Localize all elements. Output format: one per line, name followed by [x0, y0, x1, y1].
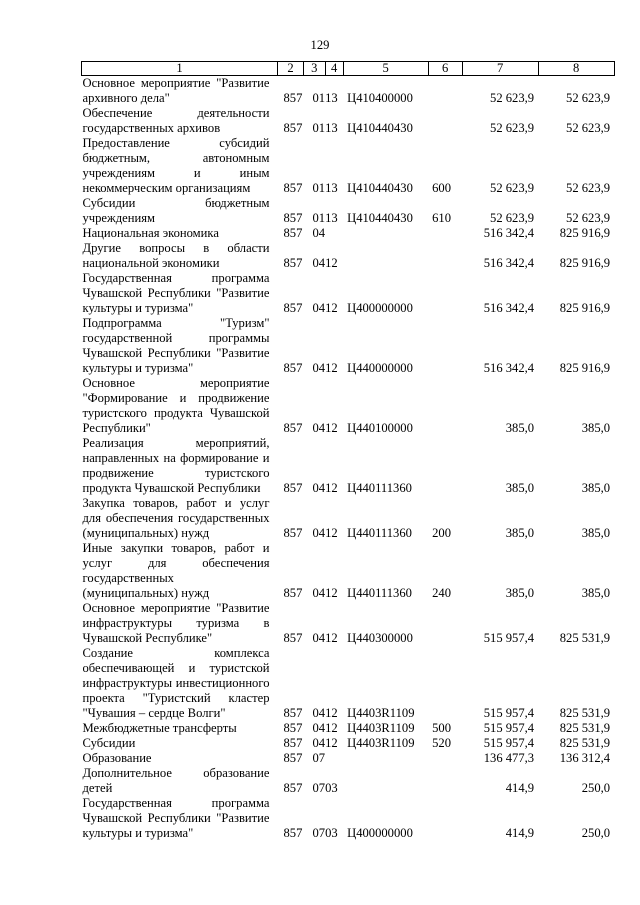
row-admin-code: 857 — [283, 421, 303, 435]
row-amount-year-2: 250,0 — [581, 826, 611, 840]
row-amount-year-1: 516 342,4 — [483, 256, 535, 270]
table-row — [82, 736, 615, 751]
row-name: Государственная программа Чувашской Республики "Развитие культуры и туризма" — [82, 271, 270, 315]
row-expense-type: 200 — [432, 526, 451, 540]
row-admin-code: 857 — [283, 826, 303, 840]
table-row — [82, 721, 615, 736]
col-header-7: 7 — [462, 62, 538, 76]
table-row — [82, 316, 615, 376]
row-expense-type — [428, 241, 462, 271]
row-subsection: 12 — [325, 256, 338, 270]
row-section: 04 — [312, 631, 326, 645]
row-section: 04 — [312, 226, 326, 240]
row-amount-year-1: 515 957,4 — [483, 721, 535, 735]
row-subsection: 12 — [325, 421, 338, 435]
row-amount-year-2: 385,0 — [581, 421, 611, 435]
row-expense-type — [428, 436, 462, 496]
row-name: Другие вопросы в области национальной экономики — [82, 241, 270, 270]
table-row — [82, 76, 615, 107]
row-target-item: Ц440111360 — [347, 481, 412, 495]
row-amount-year-2: 52 623,9 — [566, 181, 611, 195]
row-name: Национальная экономика — [82, 226, 219, 240]
row-target-item — [343, 226, 428, 241]
row-name: Дополнительное образование детей — [82, 766, 270, 795]
row-section: 01 — [312, 181, 326, 195]
row-name: Основное мероприятие "Развитие архивного дела" — [82, 76, 270, 105]
row-amount-year-1: 385,0 — [505, 586, 535, 600]
row-amount-year-2: 385,0 — [581, 526, 611, 540]
row-section: 04 — [312, 421, 326, 435]
row-amount-year-2: 136 312,4 — [559, 751, 611, 765]
row-name: Создание комплекса обеспечивающей и туристской инфраструктуры инвестиционного проекта "Туристский кластер "Чувашия – сердце Волги" — [82, 646, 270, 720]
row-target-item: Ц410400000 — [347, 91, 413, 105]
row-amount-year-1: 52 623,9 — [490, 121, 535, 135]
table-row — [82, 136, 615, 196]
row-admin-code: 857 — [283, 526, 303, 540]
row-amount-year-2: 825 531,9 — [559, 736, 611, 750]
row-subsection: 13 — [325, 121, 338, 135]
row-target-item — [343, 766, 428, 796]
row-name: Реализация мероприятий, направленных на формирование и продвижение туристского продукта Чувашской Республики — [82, 436, 270, 495]
col-header-5: 5 — [343, 62, 428, 76]
row-amount-year-1: 385,0 — [505, 421, 535, 435]
row-expense-type — [428, 271, 462, 316]
row-amount-year-2: 52 623,9 — [566, 91, 611, 105]
row-target-item: Ц400000000 — [347, 826, 413, 840]
row-amount-year-1: 515 957,4 — [483, 706, 535, 720]
col-header-4: 4 — [325, 62, 343, 76]
row-expense-type — [428, 646, 462, 721]
row-target-item: Ц410440430 — [347, 181, 413, 195]
table-row — [82, 496, 615, 541]
row-amount-year-1: 516 342,4 — [483, 226, 535, 240]
row-section: 04 — [312, 301, 326, 315]
row-amount-year-1: 516 342,4 — [483, 361, 535, 375]
row-section: 01 — [312, 91, 326, 105]
row-section: 04 — [312, 481, 326, 495]
col-header-2: 2 — [278, 62, 304, 76]
table-row — [82, 241, 615, 271]
row-name: Основное мероприятие "Развитие инфраструктуры туризма в Чувашской Республике" — [82, 601, 270, 645]
table-row — [82, 226, 615, 241]
table-row — [82, 106, 615, 136]
table-body — [82, 76, 615, 842]
row-admin-code: 857 — [283, 121, 303, 135]
table-row — [82, 376, 615, 436]
row-subsection: 13 — [325, 211, 338, 225]
row-name: Иные закупки товаров, работ и услуг для обеспечения государственных (муниципальных) нужд — [82, 541, 270, 600]
row-expense-type — [428, 76, 462, 107]
table-row — [82, 766, 615, 796]
row-amount-year-1: 414,9 — [505, 826, 535, 840]
row-expense-type: 520 — [432, 736, 451, 750]
row-target-item: Ц400000000 — [347, 301, 413, 315]
row-subsection: 12 — [325, 301, 338, 315]
row-expense-type: 240 — [432, 586, 451, 600]
col-header-6: 6 — [428, 62, 462, 76]
row-amount-year-2: 385,0 — [581, 481, 611, 495]
row-subsection: 03 — [325, 826, 338, 840]
row-name: Закупка товаров, работ и услуг для обеспечения государственных (муниципальных) нужд — [82, 496, 270, 540]
row-admin-code: 857 — [283, 706, 303, 720]
row-amount-year-1: 52 623,9 — [490, 91, 535, 105]
row-subsection: 12 — [325, 586, 338, 600]
row-admin-code: 857 — [283, 211, 303, 225]
row-amount-year-1: 515 957,4 — [483, 631, 535, 645]
row-section: 07 — [312, 751, 326, 765]
row-admin-code: 857 — [283, 781, 303, 795]
row-section: 04 — [312, 256, 326, 270]
table-row — [82, 541, 615, 601]
row-name: Субсидии — [82, 736, 136, 750]
row-expense-type — [428, 106, 462, 136]
row-target-item: Ц410440430 — [347, 121, 413, 135]
row-section: 04 — [312, 706, 326, 720]
row-expense-type: 500 — [432, 721, 451, 735]
table-row — [82, 436, 615, 496]
row-amount-year-1: 414,9 — [505, 781, 535, 795]
row-section: 04 — [312, 526, 326, 540]
row-admin-code: 857 — [283, 721, 303, 735]
row-amount-year-2: 825 916,9 — [559, 361, 611, 375]
col-header-1: 1 — [82, 62, 278, 76]
table-row — [82, 646, 615, 721]
row-name: Обеспечение деятельности государственных архивов — [82, 106, 270, 135]
row-target-item: Ц4403R1109 — [347, 736, 415, 750]
row-target-item — [343, 751, 428, 766]
row-expense-type — [428, 226, 462, 241]
row-amount-year-2: 825 531,9 — [559, 706, 611, 720]
row-name: Основное мероприятие "Формирование и продвижение туристского продукта Чувашской Республики" — [82, 376, 270, 435]
row-amount-year-2: 825 916,9 — [559, 256, 611, 270]
row-amount-year-2: 825 916,9 — [559, 226, 611, 240]
row-amount-year-2: 52 623,9 — [566, 121, 611, 135]
row-amount-year-1: 52 623,9 — [490, 211, 535, 225]
row-subsection: 12 — [325, 736, 338, 750]
table-row — [82, 751, 615, 766]
row-expense-type: 600 — [432, 181, 451, 195]
row-admin-code: 857 — [283, 481, 303, 495]
row-section: 07 — [312, 781, 326, 795]
row-expense-type — [428, 376, 462, 436]
row-amount-year-2: 825 531,9 — [559, 721, 611, 735]
row-subsection: 03 — [325, 781, 338, 795]
row-admin-code: 857 — [283, 181, 303, 195]
row-target-item: Ц410440430 — [347, 211, 413, 225]
row-amount-year-1: 515 957,4 — [483, 736, 535, 750]
row-expense-type — [428, 601, 462, 646]
row-target-item: Ц440100000 — [347, 421, 413, 435]
row-subsection — [325, 751, 343, 766]
row-amount-year-2: 825 916,9 — [559, 301, 611, 315]
row-admin-code: 857 — [283, 751, 303, 765]
row-name: Государственная программа Чувашской Республики "Развитие культуры и туризма" — [82, 796, 270, 840]
row-name: Межбюджетные трансферты — [82, 721, 237, 735]
row-admin-code: 857 — [283, 361, 303, 375]
table-row — [82, 196, 615, 226]
row-admin-code: 857 — [283, 586, 303, 600]
row-target-item: Ц440300000 — [347, 631, 413, 645]
table-row — [82, 601, 615, 646]
row-subsection: 12 — [325, 481, 338, 495]
header-row — [82, 62, 615, 76]
row-expense-type — [428, 316, 462, 376]
row-target-item: Ц440111360 — [347, 526, 412, 540]
row-subsection: 12 — [325, 631, 338, 645]
row-section: 01 — [312, 121, 326, 135]
row-subsection: 12 — [325, 706, 338, 720]
row-amount-year-2: 825 531,9 — [559, 631, 611, 645]
row-amount-year-2: 385,0 — [581, 586, 611, 600]
row-subsection: 13 — [325, 181, 338, 195]
page-number: 129 — [310, 38, 330, 52]
row-subsection: 12 — [325, 361, 338, 375]
row-target-item: Ц440000000 — [347, 361, 413, 375]
row-admin-code: 857 — [283, 91, 303, 105]
row-amount-year-1: 385,0 — [505, 481, 535, 495]
row-expense-type — [428, 796, 462, 841]
row-amount-year-1: 136 477,3 — [483, 751, 535, 765]
table-row — [82, 796, 615, 841]
budget-table — [81, 61, 615, 841]
row-amount-year-2: 52 623,9 — [566, 211, 611, 225]
row-expense-type — [428, 751, 462, 766]
row-section: 04 — [312, 736, 326, 750]
row-name: Субсидии бюджетным учреждениям — [82, 196, 270, 225]
row-section: 04 — [312, 721, 326, 735]
row-target-item — [343, 241, 428, 271]
row-section: 04 — [312, 586, 326, 600]
row-admin-code: 857 — [283, 256, 303, 270]
row-amount-year-1: 52 623,9 — [490, 181, 535, 195]
row-section: 01 — [312, 211, 326, 225]
row-admin-code: 857 — [283, 631, 303, 645]
row-target-item: Ц4403R1109 — [347, 721, 415, 735]
row-expense-type: 610 — [432, 211, 451, 225]
row-amount-year-2: 250,0 — [581, 781, 611, 795]
row-section: 07 — [312, 826, 326, 840]
row-amount-year-1: 516 342,4 — [483, 301, 535, 315]
row-subsection: 12 — [325, 721, 338, 735]
row-target-item: Ц4403R1109 — [347, 706, 415, 720]
row-name: Образование — [82, 751, 152, 765]
row-admin-code: 857 — [283, 226, 303, 240]
row-expense-type — [428, 766, 462, 796]
col-header-8: 8 — [538, 62, 614, 76]
row-subsection: 13 — [325, 91, 338, 105]
col-header-3: 3 — [304, 62, 326, 76]
row-name: Предоставление субсидий бюджетным, автономным учреждениям и иным некоммерческим организациям — [82, 136, 270, 195]
row-subsection: 12 — [325, 526, 338, 540]
table-row — [82, 271, 615, 316]
row-admin-code: 857 — [283, 301, 303, 315]
row-target-item: Ц440111360 — [347, 586, 412, 600]
row-admin-code: 857 — [283, 736, 303, 750]
row-subsection — [325, 226, 343, 241]
row-section: 04 — [312, 361, 326, 375]
row-amount-year-1: 385,0 — [505, 526, 535, 540]
row-name: Подпрограмма "Туризм" государственной программы Чувашской Республики "Развитие культуры и туризма" — [82, 316, 270, 375]
